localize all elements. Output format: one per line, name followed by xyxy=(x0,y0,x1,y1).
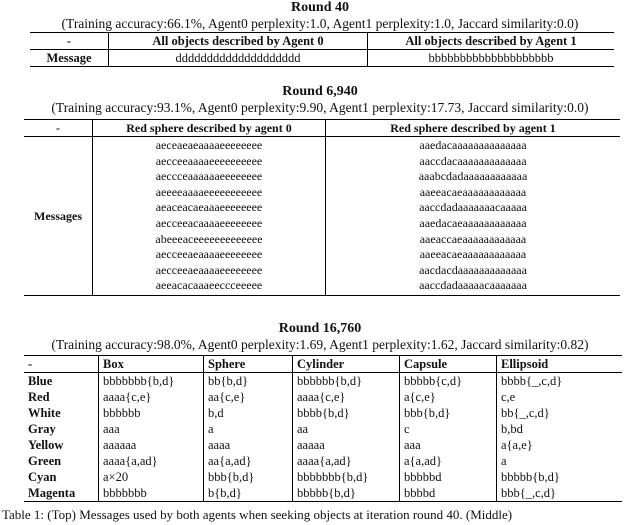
table-cell: c xyxy=(400,421,497,437)
round-40-header-row xyxy=(30,33,614,50)
row-label-white: White xyxy=(28,406,61,420)
table-row xyxy=(24,469,622,485)
table-cell: bb{_,c,d} xyxy=(497,405,623,421)
list-item: aaccdadaaaaacaaaaaaa xyxy=(419,278,527,293)
list-item: aaccdacaaaaaaaaaaaaa xyxy=(419,153,527,168)
list-item: aecceeaeaaaaeeeeeeee xyxy=(155,247,263,262)
list-item: aaedacaeaaaaaaaaaaaa xyxy=(419,215,527,230)
list-item: aeceaeaeaaaaeeeeeeee xyxy=(155,138,263,152)
list-item: aaedacaaaaaaaaaaaaaa xyxy=(419,138,527,152)
table-cell: bb{b,d} xyxy=(204,373,293,390)
row-label-magenta: Magenta xyxy=(28,486,76,500)
round-16760-header-cylinder: Cylinder xyxy=(293,356,400,373)
table-cell: bbbb{b,d} xyxy=(293,405,400,421)
round-40-section xyxy=(0,0,640,32)
table-cell: aa{c,e} xyxy=(204,389,293,405)
round-16760-header-row xyxy=(24,356,622,373)
table-cell: aaaa{a,ad} xyxy=(293,453,400,469)
table-row xyxy=(24,437,622,453)
round-40-header-agent0: All objects described by Agent 0 xyxy=(109,33,368,50)
table-cell: b,bd xyxy=(497,421,623,437)
round-16760-header-capsule: Capsule xyxy=(400,356,497,373)
list-item: aeeeeaaaaeeeeeeeeeee xyxy=(155,184,263,199)
round-40-agent0-message: dddddddddddddddddddd xyxy=(109,50,368,67)
table-cell: c,e xyxy=(497,389,623,405)
round-6940-agent0-messages xyxy=(93,137,326,296)
round-6940-meta: (Training accuracy:93.1%, Agent0 perplexity:9.90, Agent1 perplexity:17.73, Jaccard similarity:0.0) xyxy=(51,100,589,115)
table-row xyxy=(24,389,622,405)
list-item: aeccceaaaaaaeeeeeeee xyxy=(155,169,263,184)
round-40-table xyxy=(30,32,614,67)
table-cell: bbbbbb{b,d} xyxy=(293,373,400,390)
table-cell: bbbbbd xyxy=(400,469,497,485)
table-cell: aaaa{a,ad} xyxy=(99,453,204,469)
round-6940-table xyxy=(24,119,620,296)
round-16760-meta: (Training accuracy:98.0%, Agent0 perplexity:1.69, Agent1 perplexity:1.62, Jaccard similarity:0.82) xyxy=(51,337,589,352)
round-40-row-label: Message xyxy=(46,51,92,65)
table-cell: aaa xyxy=(400,437,497,453)
table-row xyxy=(30,50,614,67)
table-cell: bbbbbbb{b,d} xyxy=(293,469,400,485)
table-cell: aaaaaa xyxy=(99,437,204,453)
round-6940-agent1-messages xyxy=(326,137,621,296)
round-16760-header-sphere: Sphere xyxy=(204,356,293,373)
table-cell: aa{a,ad} xyxy=(204,453,293,469)
round-6940-section xyxy=(0,84,640,116)
list-item: aecceeacaaaaeeeeeeee xyxy=(155,215,263,230)
round-40-title: Round 40 xyxy=(291,0,349,15)
list-item: aaccdadaaaaaaacaaaaa xyxy=(419,200,527,215)
round-6940-row-label: Messages xyxy=(34,208,82,223)
row-label-blue: Blue xyxy=(28,374,53,388)
table-row xyxy=(24,405,622,421)
table-cell: b,d xyxy=(204,405,293,421)
list-item: abeeeaceeeeeeeeeeeee xyxy=(155,231,263,246)
round-16760-table xyxy=(24,355,622,502)
table-row xyxy=(24,485,622,502)
table-cell: a{a,e} xyxy=(497,437,623,453)
round-40-header-dash: - xyxy=(66,34,72,48)
round-40-header-agent1: All objects described by Agent 1 xyxy=(368,33,615,50)
round-6940-header-agent1: Red sphere described by agent 1 xyxy=(326,120,621,137)
table-cell: bbbbd xyxy=(400,485,497,502)
list-item: aaeeacaeaaaaaaaaaaaa xyxy=(419,184,527,199)
table-cell: aaaaa xyxy=(293,437,400,453)
table-cell: bbb{_,c,d} xyxy=(497,485,623,502)
list-item: aecceeaaaaeeeeeeeeee xyxy=(155,153,263,168)
row-label-green: Green xyxy=(28,454,62,468)
table-cell: aaaa{c,e} xyxy=(99,389,204,405)
round-6940-header-dash: - xyxy=(56,121,60,135)
table-caption: Table 1: (Top) Messages used by both agents when seeking objects at iteration round 40. (Middle) xyxy=(2,507,513,522)
round-6940-header-agent0: Red sphere described by agent 0 xyxy=(93,120,326,137)
table-row xyxy=(24,453,622,469)
table-cell: b{b,d} xyxy=(204,485,293,502)
round-16760-title: Round 16,760 xyxy=(278,321,362,336)
table-cell: aaaa xyxy=(204,437,293,453)
table-row xyxy=(24,373,622,390)
row-label-red: Red xyxy=(28,390,50,404)
round-16760-header-box: Box xyxy=(99,356,204,373)
list-item: aeaceacaeaaaeeeeeeee xyxy=(155,200,263,215)
table-row xyxy=(24,421,622,437)
list-item: aacdacdaaaaaaaaaaaaa xyxy=(419,262,527,277)
table-cell: bbbb{_,c,d} xyxy=(497,373,623,390)
list-item: aaeaccaeaaaaaaaaaaaa xyxy=(419,231,527,246)
round-6940-title: Round 6,940 xyxy=(282,84,358,99)
table-cell: a×20 xyxy=(99,469,204,485)
round-40-agent1-message: bbbbbbbbbbbbbbbbbbbb xyxy=(368,50,615,67)
list-item: aaabcdadaaaaaaaaaaaa xyxy=(418,169,528,184)
table-cell: bbbbb{c,d} xyxy=(400,373,497,390)
table-cell: a{a,ad} xyxy=(400,453,497,469)
table-cell: bbb{b,d} xyxy=(204,469,293,485)
round-16760-header-dash: - xyxy=(28,357,33,371)
row-label-yellow: Yellow xyxy=(28,438,64,452)
round-6940-header-row xyxy=(24,120,620,137)
list-item: aecceeaeaaaaeeeeeeee xyxy=(155,262,263,277)
table-cell: bbbbbbb{b,d} xyxy=(99,373,204,390)
list-item: aeeacacaaaeeccceeeee xyxy=(155,278,263,293)
table-cell: a{c,e} xyxy=(400,389,497,405)
list-item: aaeeacaeaaaaaaaaaaaa xyxy=(419,247,527,262)
table-row xyxy=(24,137,620,296)
round-40-meta: (Training accuracy:66.1%, Agent0 perplexity:1.0, Agent1 perplexity:1.0, Jaccard similarity:0.0) xyxy=(61,16,579,31)
table-cell: bbbbbb xyxy=(99,405,204,421)
row-label-gray: Gray xyxy=(28,422,56,436)
table-cell: a xyxy=(497,453,623,469)
round-16760-section xyxy=(0,321,640,353)
round-16760-header-ellipsoid: Ellipsoid xyxy=(497,356,623,373)
table-cell: aaaa{c,e} xyxy=(293,389,400,405)
table-cell: bbbbb{b,d} xyxy=(293,485,400,502)
table-cell: bbbbb{b,d} xyxy=(497,469,623,485)
table-cell: aa xyxy=(293,421,400,437)
table-cell: bbbbbbb xyxy=(99,485,204,502)
table-cell: aaa xyxy=(99,421,204,437)
table-cell: bbb{b,d} xyxy=(400,405,497,421)
table-cell: a xyxy=(204,421,293,437)
row-label-cyan: Cyan xyxy=(28,470,57,484)
